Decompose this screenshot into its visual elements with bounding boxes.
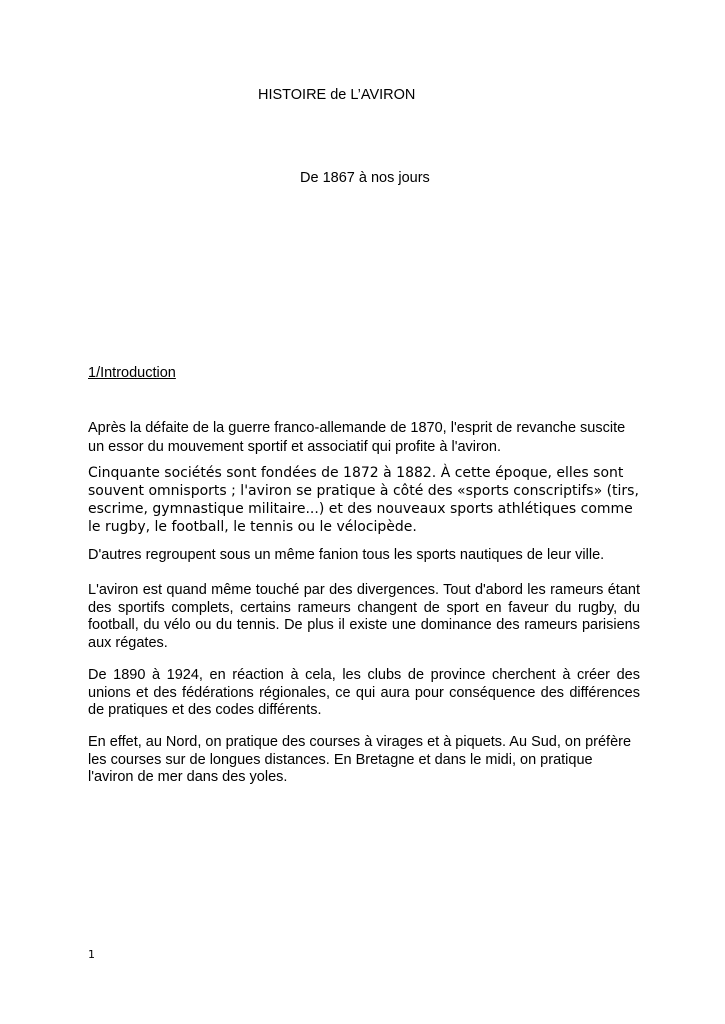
paragraph: En effet, au Nord, on pratique des courses à virages et à piquets. Au Sud, on préfère les courses sur de longues distances. En Bretagne et dans le midi, on pratique l'aviron de mer dans des yoles. (88, 734, 632, 785)
section-heading: 1/Introduction (88, 365, 176, 381)
paragraph: De 1890 à 1924, en réaction à cela, les clubs de province cherchent à créer des unions et des fédérations régionales, ce qui aura pour conséquence des différences de pratiques et des codes différents. (88, 667, 640, 718)
paragraph: Cinquante sociétés sont fondées de 1872 à 1882. À cette époque, elles sont souvent omnisports ; l'aviron se pratique à côté des «sports conscriptifs» (tirs, escrime, gymnastique militaire...) et des nouveaux sports athlétiques comme le rugby, le football, le tennis ou le vélocipède. (88, 465, 639, 535)
paragraph: D'autres regroupent sous un même fanion tous les sports nautiques de leur ville. (88, 547, 605, 563)
page-number: 1 (88, 948, 95, 961)
document-title: HISTOIRE de L’AVIRON (258, 87, 416, 103)
paragraph: L'aviron est quand même touché par des divergences. Tout d'abord les rameurs étant des sportifs complets, certains rameurs changent de sport en faveur du rugby, du football, du vélo ou du tennis. De plus il existe une dominance des rameurs parisiens aux régates. (88, 582, 640, 651)
paragraph: Après la défaite de la guerre franco-allemande de 1870, l'esprit de revanche suscite un essor du mouvement sportif et associatif qui profite à l'aviron. (88, 420, 626, 455)
document-subtitle: De 1867 à nos jours (300, 170, 430, 186)
